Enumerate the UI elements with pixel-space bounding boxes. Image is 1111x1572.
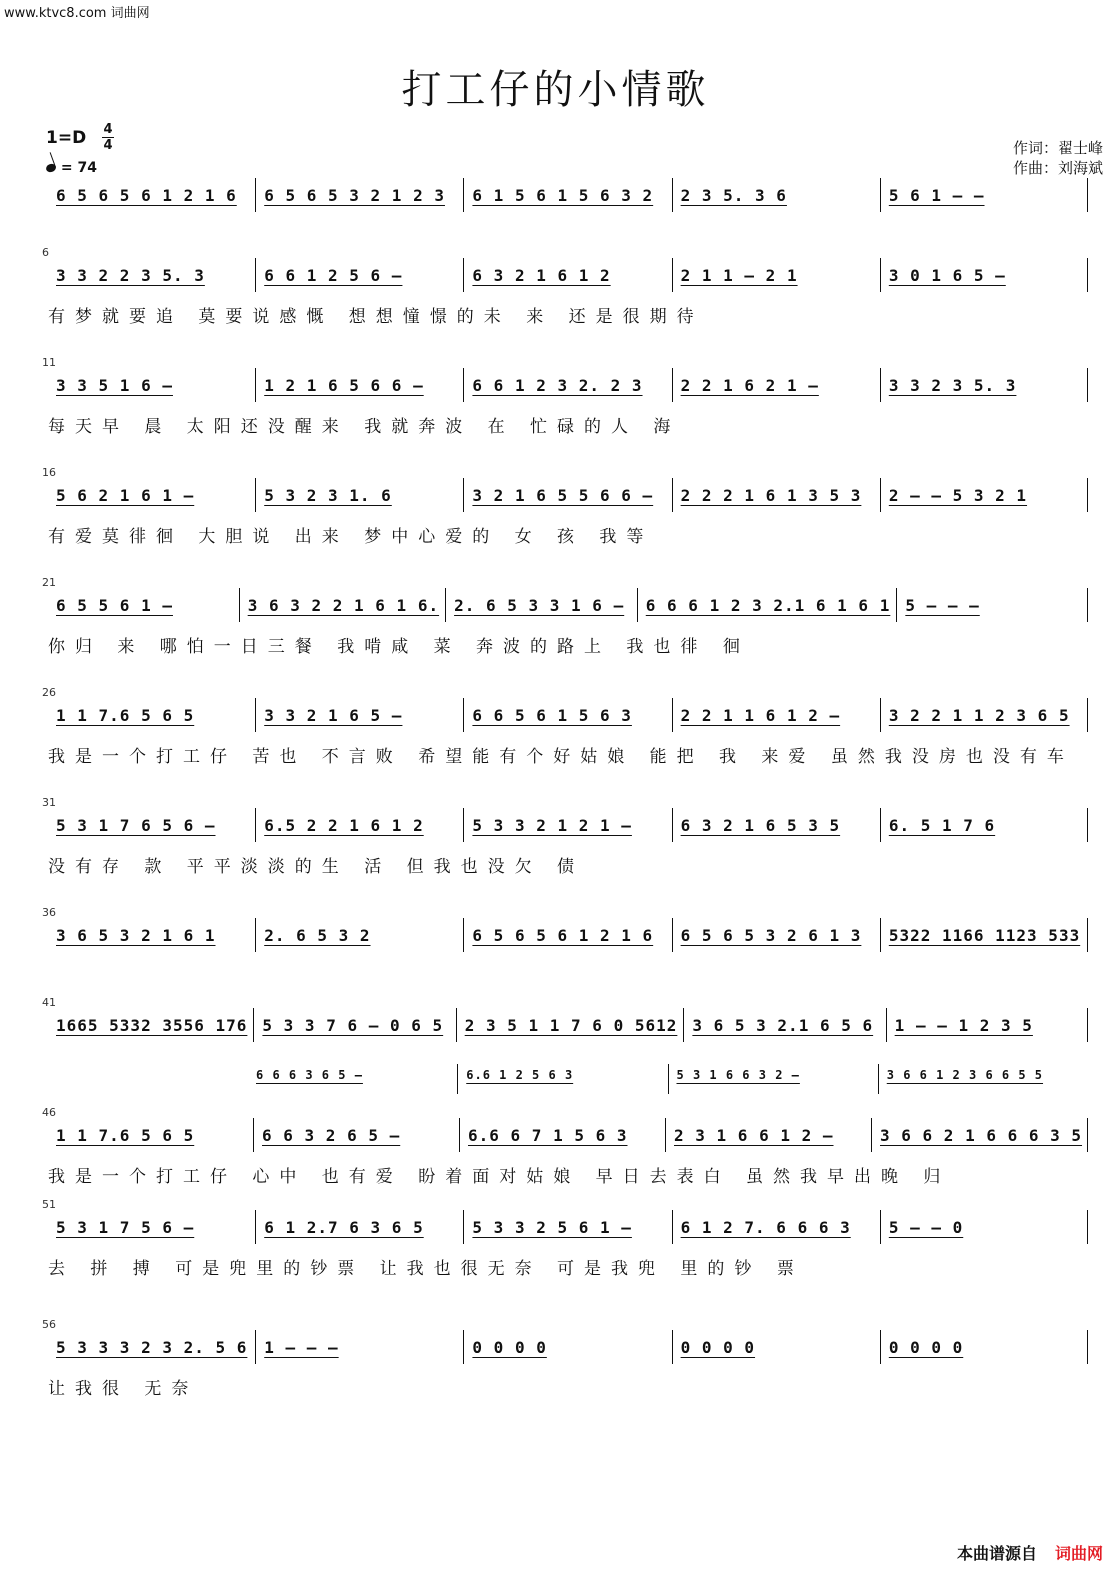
measure: 2 1 1 – 2 1 — [672, 258, 880, 292]
lyrics-line: 有爱莫徘徊 大胆说 出来 梦中心爱的 女 孩 我等 — [48, 527, 654, 547]
lyrics-line: 每天早 晨 太阳还没醒来 我就奔波 在 忙碌的人 海 — [48, 417, 681, 437]
key-signature: 1=D — [46, 128, 87, 148]
measure: 1 1 7.6 5 6 5 — [56, 706, 195, 725]
score-line — [42, 356, 1088, 448]
measure: 6 5 6 5 3 2 6 1 3 — [672, 918, 880, 952]
measure: 5322 1166 1123 533 — [880, 918, 1088, 952]
score-line — [42, 1068, 1088, 1198]
measure: 6.5 2 2 1 6 1 2 — [255, 808, 463, 842]
measure-number: 6 — [42, 246, 49, 259]
measure: 6 6 1 2 3 2. 2 3 — [463, 368, 671, 402]
measure: 6 5 6 5 3 2 1 2 3 — [255, 178, 463, 212]
lyrics-line: 你归 来 哪怕一日三餐 我啃咸 菜 奔波的路上 我也徘 徊 — [48, 637, 750, 657]
score-line — [42, 906, 1088, 998]
measure-number: 21 — [42, 576, 56, 589]
measure-number: 41 — [42, 996, 56, 1009]
measure: 5 3 3 2 1 2 1 – — [463, 808, 671, 842]
measure: 3 6 5 3 2.1 6 5 6 — [683, 1008, 885, 1042]
measure: 3 0 1 6 5 – — [880, 258, 1088, 292]
measure: 0 0 0 0 — [672, 1330, 880, 1364]
footer — [957, 1541, 1103, 1564]
measure: 1 2 1 6 5 6 6 – — [255, 368, 463, 402]
measure: 0 0 0 0 — [463, 1330, 671, 1364]
measure: 2. 6 5 3 2 — [255, 918, 463, 952]
measure: 6 1 5 6 1 5 6 3 2 — [463, 178, 671, 212]
score-line — [42, 796, 1088, 888]
measure: 6 5 5 6 1 – — [56, 596, 173, 615]
score-line — [42, 1318, 1088, 1410]
measure: 2 2 2 1 6 1 3 5 3 — [672, 478, 880, 512]
measure: 2. 6 5 3 3 1 6 – — [445, 588, 637, 622]
measure: 3 6 6 2 1 6 6 6 3 5 — [871, 1118, 1088, 1152]
measure: 0 0 0 0 — [880, 1330, 1088, 1364]
lyrics-line: 没有存 款 平平淡淡的生 活 但我也没欠 债 — [48, 857, 585, 877]
measure: 3 3 5 1 6 – — [56, 376, 173, 395]
harmony-measure: 5 3 1 6 6 3 2 – — [668, 1064, 878, 1094]
measure-number: 11 — [42, 356, 56, 369]
harmony-measure: 3 6 6 1 2 3 6 6 5 5 — [878, 1064, 1088, 1094]
measure: 5 3 2 3 1. 6 — [255, 478, 463, 512]
measure: 6 5 6 5 6 1 2 1 6 — [56, 186, 237, 205]
lyrics-line: 我是一个打工仔 苦也 不言败 希望能有个好姑娘 能把 我 来爱 虽然我没房也没有车 — [48, 747, 1074, 767]
measure: 2 3 5. 3 6 — [672, 178, 880, 212]
score-line — [42, 1198, 1088, 1290]
measure-number: 31 — [42, 796, 56, 809]
measure: 6 3 2 1 6 5 3 5 — [672, 808, 880, 842]
measure: 3 3 2 2 3 5. 3 — [56, 266, 205, 285]
time-signature-bottom: 4 — [103, 138, 113, 153]
harmony-staff — [248, 1064, 1088, 1088]
measure: 6. 5 1 7 6 — [880, 808, 1088, 842]
measure: 6 5 6 5 6 1 2 1 6 — [463, 918, 671, 952]
score-line — [42, 686, 1088, 778]
brand-logo[interactable]: 词曲网 — [1054, 1544, 1103, 1563]
measure: 3 3 2 1 6 5 – — [255, 698, 463, 732]
measure: 1 1 7.6 5 6 5 — [56, 1126, 195, 1145]
measure: 6 6 3 2 6 5 – — [253, 1118, 459, 1152]
time-signature-top: 4 — [103, 122, 113, 137]
measure-number: 36 — [42, 906, 56, 919]
measure: 6 6 5 6 1 5 6 3 — [463, 698, 671, 732]
measure: 5 6 2 1 6 1 – — [56, 486, 195, 505]
measure: 6 1 2.7 6 3 6 5 — [255, 1210, 463, 1244]
measure: 6 6 1 2 5 6 – — [255, 258, 463, 292]
lyrics-line: 有梦就要追 莫要说感慨 想想憧憬的未 来 还是很期待 — [48, 307, 704, 327]
measure: 2 – – 5 3 2 1 — [880, 478, 1088, 512]
lyrics-line: 让我很 无奈 — [48, 1379, 199, 1399]
measure: 5 – – – — [896, 588, 1088, 622]
measure-number: 51 — [42, 1198, 56, 1211]
measure: 5 3 3 3 2 3 2. 5 6 — [56, 1338, 248, 1357]
score-line — [48, 178, 1088, 258]
song-title: 打工仔的小情歌 — [401, 67, 710, 113]
time-signature — [102, 122, 114, 153]
site-url: www.ktvc8.com 词曲网 — [4, 6, 150, 21]
tempo-marking — [46, 160, 97, 176]
measure: 1 – – – — [255, 1330, 463, 1364]
measure-number: 26 — [42, 686, 56, 699]
quarter-note-icon — [45, 163, 57, 174]
measure: 5 3 1 7 5 6 – — [56, 1218, 195, 1237]
tempo-value: = 74 — [60, 160, 97, 176]
measure: 1 – – 1 2 3 5 — [886, 1008, 1088, 1042]
lyrics-line: 我是一个打工仔 心中 也有爱 盼着面对姑娘 早日去表白 虽然我早出晚 归 — [48, 1167, 951, 1187]
harmony-measure: 6.6 1 2 5 6 3 — [457, 1064, 667, 1094]
credits — [1013, 138, 1103, 178]
lyrics-line: 去 拼 搏 可是兜里的钞票 让我也很无奈 可是我兜 里的钞 票 — [48, 1259, 804, 1279]
measure: 3 2 2 1 1 2 3 6 5 — [880, 698, 1088, 732]
score-line — [42, 466, 1088, 558]
measure: 6.6 6 7 1 5 6 3 — [459, 1118, 665, 1152]
score-line — [42, 246, 1088, 338]
measure: 1665 5332 3556 176 — [56, 1016, 248, 1035]
measure: 5 6 1 – – — [880, 178, 1088, 212]
measure: 3 6 5 3 2 1 6 1 — [56, 926, 216, 945]
measure: 5 3 3 2 5 6 1 – — [463, 1210, 671, 1244]
measure: 5 – – 0 — [880, 1210, 1088, 1244]
measure: 6 6 6 1 2 3 2.1 6 1 6 1 — [637, 588, 897, 622]
measure: 2 2 1 6 2 1 – — [672, 368, 880, 402]
measure: 2 3 1 6 6 1 2 – — [665, 1118, 871, 1152]
measure: 5 3 3 7 6 – 0 6 5 — [253, 1008, 455, 1042]
measure: 3 2 1 6 5 5 6 6 – — [463, 478, 671, 512]
score-line — [42, 576, 1088, 668]
measure: 6 1 2 7. 6 6 6 3 — [672, 1210, 880, 1244]
measure-number: 56 — [42, 1318, 56, 1331]
source-label: 本曲谱源自 — [956, 1544, 1037, 1563]
measure-number: 16 — [42, 466, 56, 479]
harmony-measure: 6 6 6 3 6 5 – — [256, 1068, 363, 1082]
measure: 3 3 2 3 5. 3 — [880, 368, 1088, 402]
composer: 作曲：刘海斌 — [1012, 159, 1103, 177]
measure: 5 3 1 7 6 5 6 – — [56, 816, 216, 835]
measure-number: 46 — [42, 1106, 56, 1119]
measure: 2 2 1 1 6 1 2 – — [672, 698, 880, 732]
measure: 6 3 2 1 6 1 2 — [463, 258, 671, 292]
measure: 3 6 3 2 2 1 6 1 6. — [239, 588, 445, 622]
lyricist: 作词：翟士峰 — [1012, 139, 1103, 157]
measure: 2 3 5 1 1 7 6 0 5612 — [456, 1008, 684, 1042]
